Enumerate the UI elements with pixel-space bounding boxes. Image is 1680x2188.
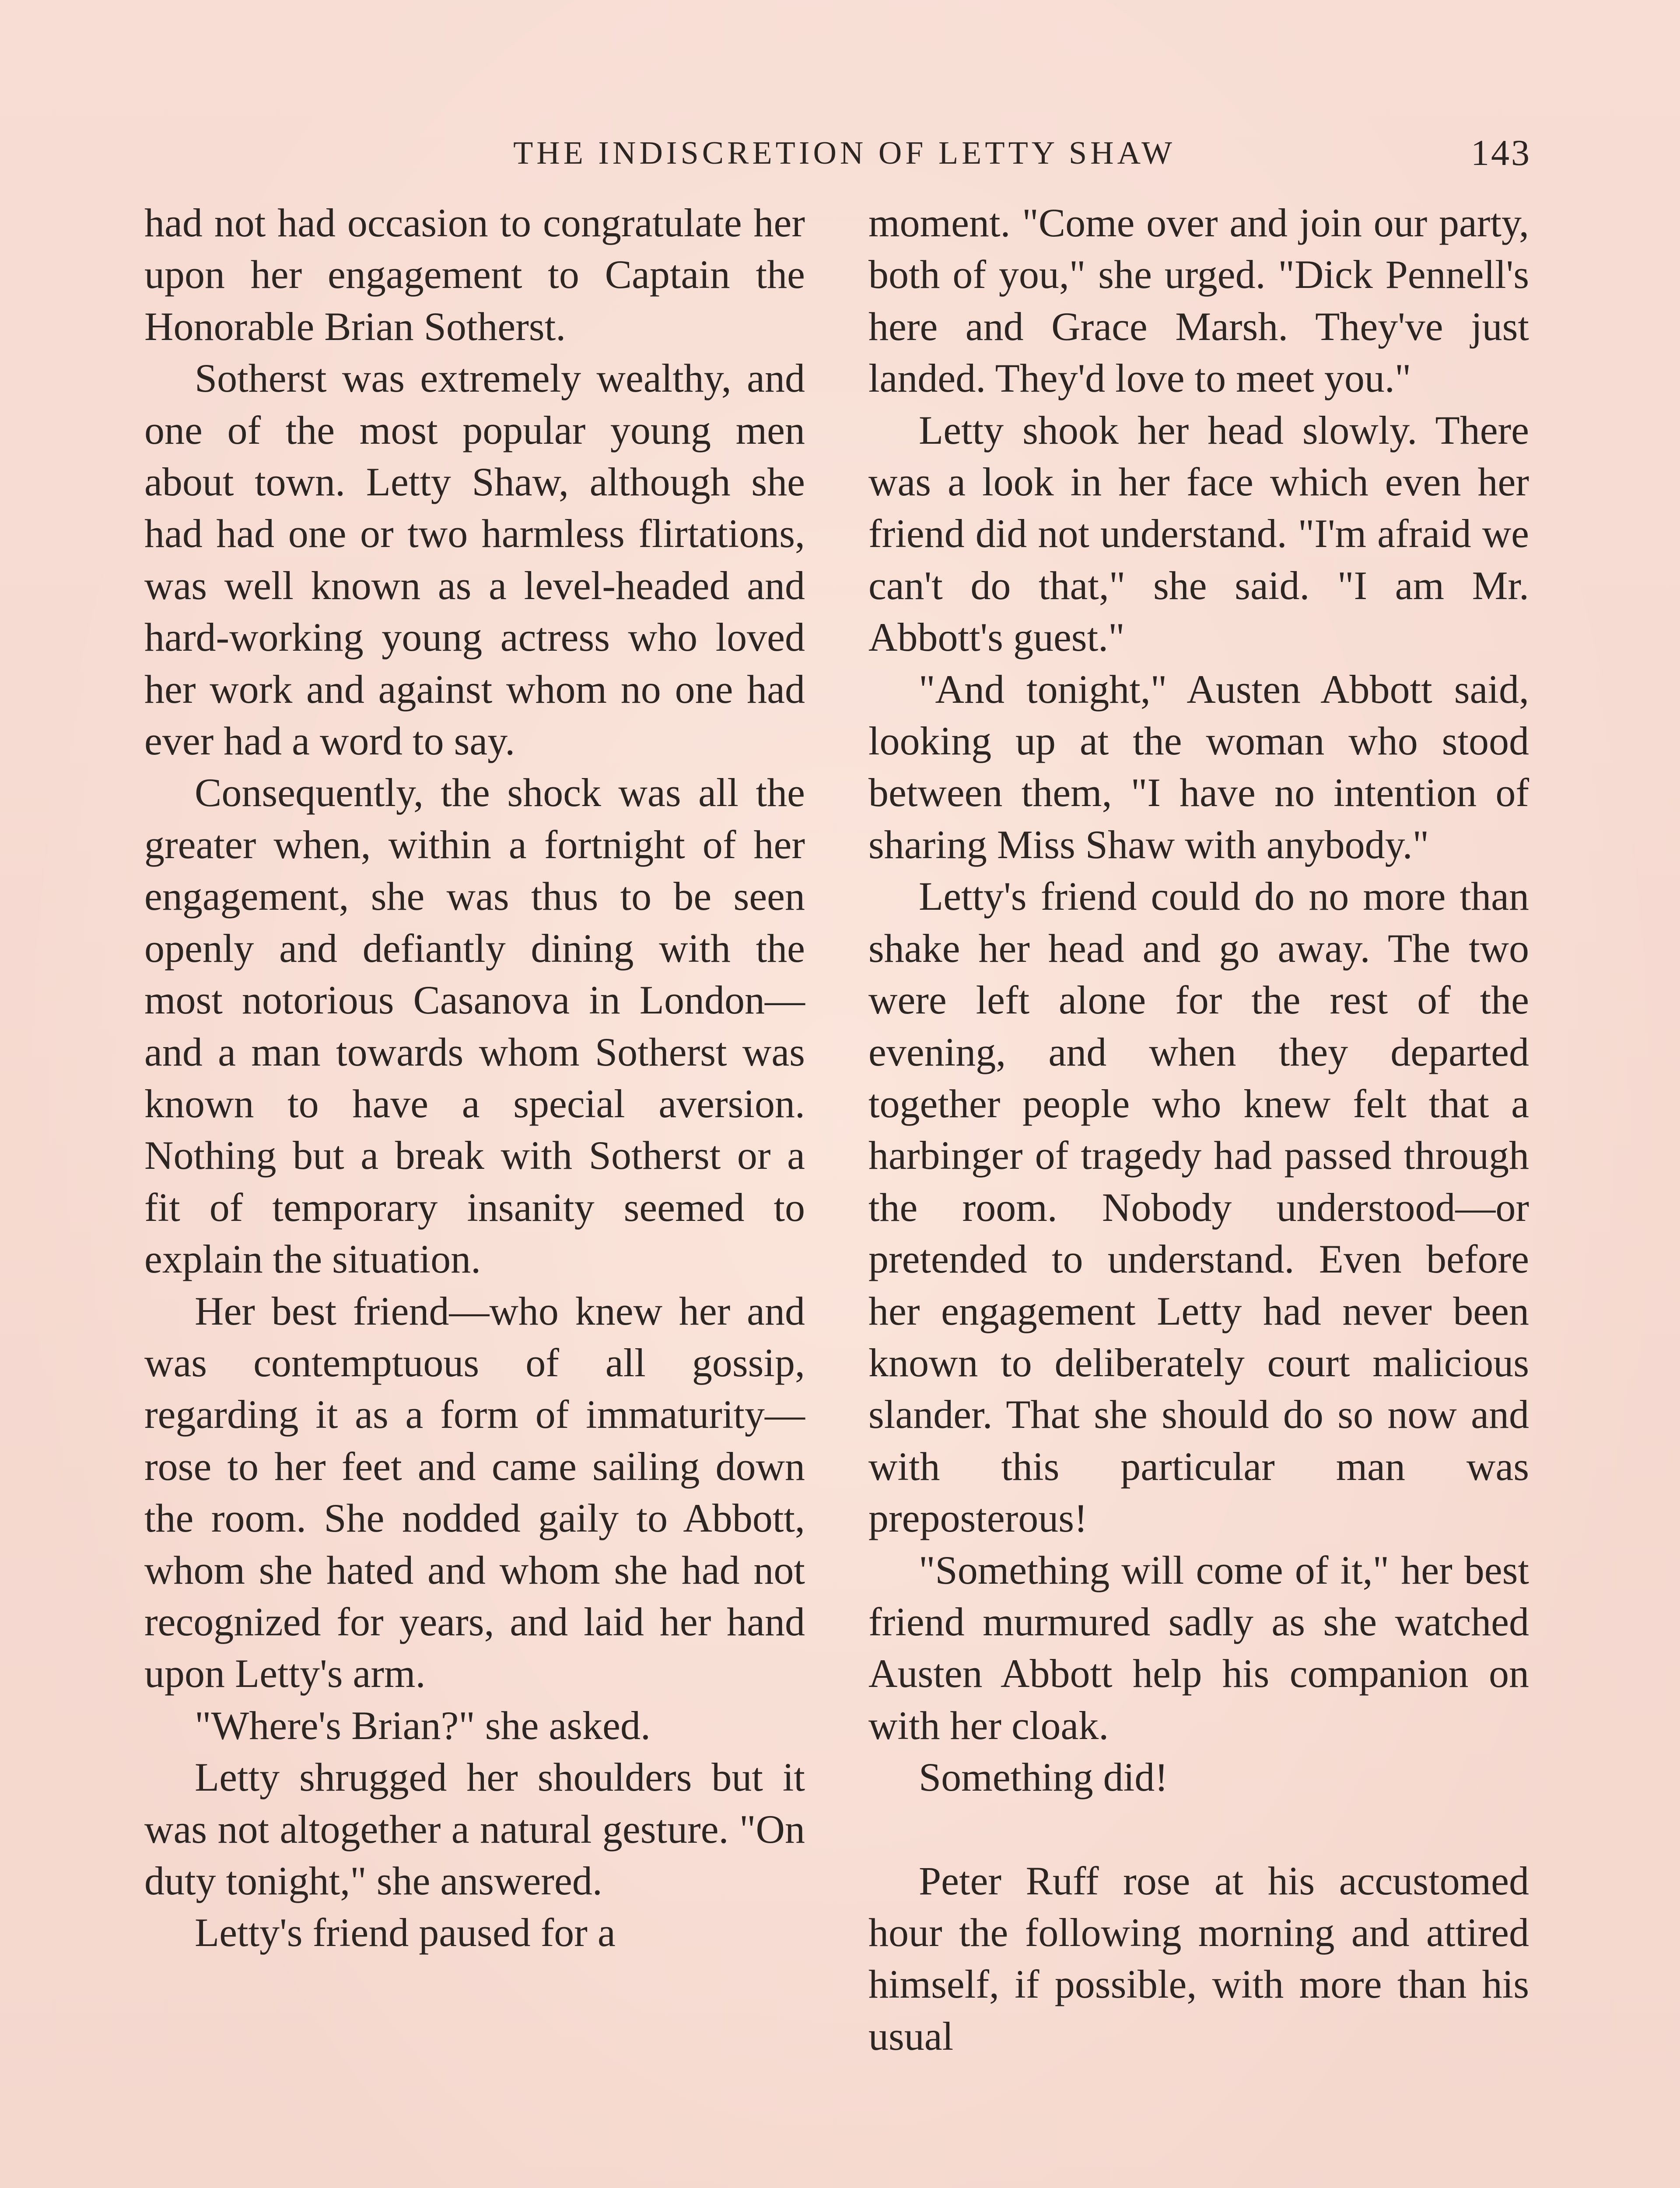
right-column: [868, 197, 1529, 2062]
running-title: THE INDISCRETION OF LETTY SHAW: [513, 135, 1176, 171]
paragraph: Consequently, the shock was all the greater when, within a fortnight of her engagement, she was thus to be seen openly and defiantly dining with the most notorious Casanova in London—and a man towards whom Sotherst was known to have a special aversion. Nothing but a break with Sotherst or a fit of temporary insanity seemed to explain the situation.: [144, 770, 805, 1282]
paragraph: Sotherst was extremely wealthy, and one of the most popular young men about town. Letty Shaw, although she had had one or two harmless flirtations, was well known as a level-headed and hard-working young actress who loved her work and against whom no one had ever had a word to say.: [144, 356, 805, 764]
paragraph: "And tonight," Austen Abbott said, looking up at the woman who stood between them, "I have no intention of sharing Miss Shaw with anybody.": [868, 666, 1529, 867]
paragraph: Letty shrugged her shoulders but it was not altogether a natural gesture. "On duty tonight," she answered.: [144, 1755, 805, 1903]
paragraph: Letty's friend paused for a: [195, 1910, 616, 1955]
paragraph: "Where's Brian?" she asked.: [195, 1703, 651, 1748]
paragraph: "Something will come of it," her best friend murmured sadly as she watched Austen Abbott help his companion on with her cloak.: [868, 1547, 1529, 1748]
paragraph: Letty shook her head slowly. There was a look in her face which even her friend did not understand. "I'm afraid we can't do that," she said. "I am Mr. Abbott's guest.": [868, 407, 1529, 660]
paragraph: moment. "Come over and join our party, both of you," she urged. "Dick Pennell's here and Grace Marsh. They've just landed. They'd love to meet you.": [868, 200, 1529, 401]
left-column: [144, 197, 805, 1959]
paragraph: Her best friend—who knew her and was contemptuous of all gossip, regarding it as a form of immaturity—rose to her feet and came sailing down the room. She nodded gaily to Abbott, whom she hated and whom she had not recognized for years, and laid her hand upon Letty's arm.: [144, 1288, 805, 1696]
page-number: 143: [1471, 133, 1531, 173]
paragraph: Letty's friend could do no more than shake her head and go away. The two were left alone for the rest of the evening, and when they departed together people who knew felt that a harbinger of tragedy had passed through the room. Nobody understood—or pretended to understand. Even before her engagement Letty had never been known to deliberately court malicious slander. That she should do so now and with this particular man was preposterous!: [868, 874, 1529, 1541]
paragraph: Peter Ruff rose at his accustomed hour the following morning and attired himself, if possible, with more than his usual: [868, 1858, 1529, 2058]
paragraph: had not had occasion to congratulate her upon her engagement to Captain the Honorable Brian Sotherst.: [144, 200, 805, 349]
paragraph: Something did!: [919, 1755, 1168, 1800]
